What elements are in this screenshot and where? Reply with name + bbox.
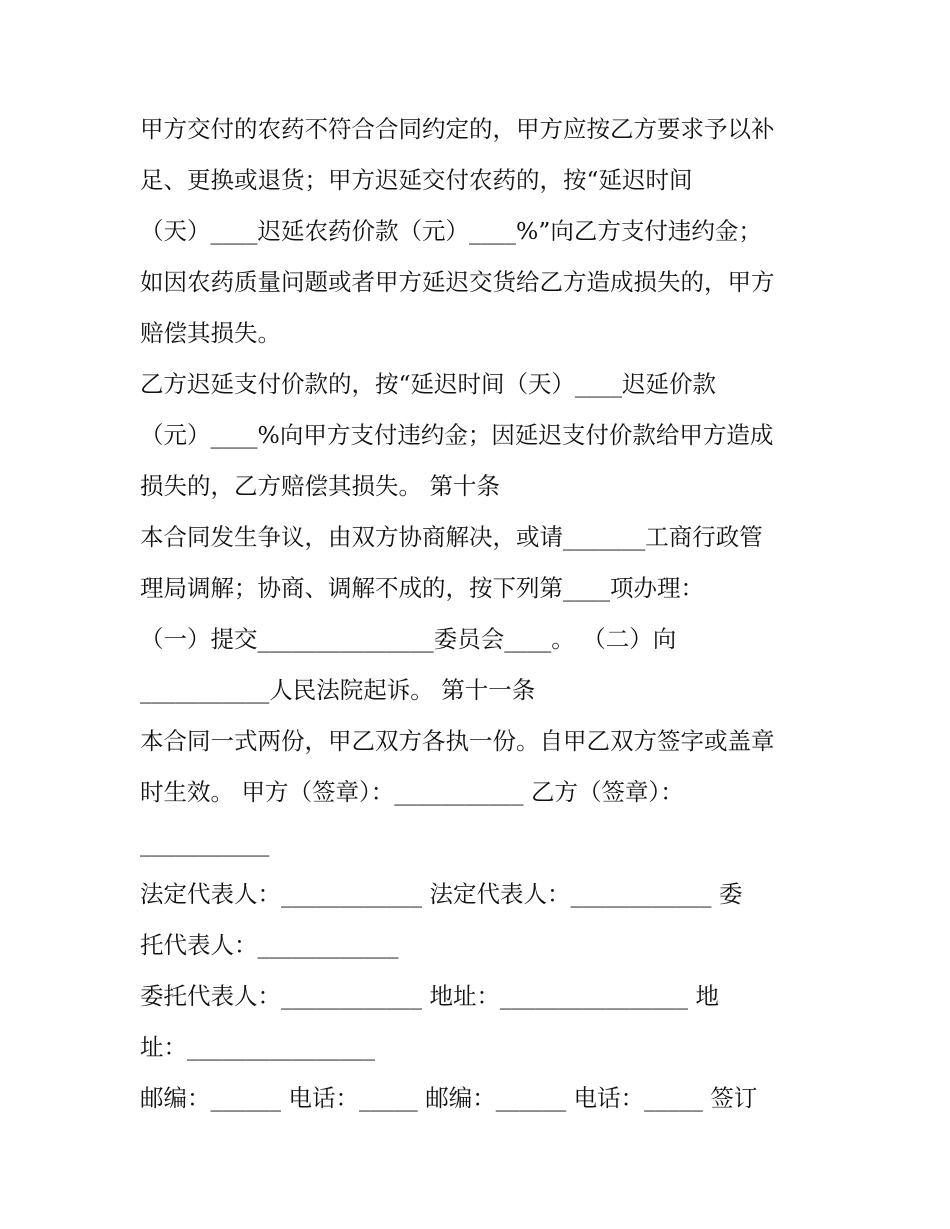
text-line: 邮编：______ 电话：_____ 邮编：______ 电话：_____ 签订 (140, 1084, 758, 1112)
text-line: ___________ (140, 829, 270, 857)
text-line: 足、更换或退货；甲方迟延交付农药的，按“延迟时间 (140, 166, 693, 194)
text-line: 时生效。 甲方（签章）：___________ 乙方（签章）： (140, 778, 684, 806)
text-line: 委托代表人：____________ 地址：________________ 地 (140, 982, 719, 1010)
text-line: 赔偿其损失。 (140, 319, 281, 347)
text-line: 法定代表人：____________ 法定代表人：____________ 委 (140, 880, 743, 908)
text-line: （一）提交_______________委员会____。 （二）向 (140, 625, 677, 653)
text-line: 甲方交付的农药不符合合同约定的，甲方应按乙方要求予以补 (140, 115, 775, 143)
text-line: 托代表人：____________ (140, 931, 399, 959)
document-body (140, 104, 820, 1124)
text-line: 址：________________ (140, 1033, 375, 1061)
text-line: 损失的，乙方赔偿其损失。 第十条 (140, 472, 500, 500)
text-line: 理局调解；协商、调解不成的，按下列第____项办理： (140, 574, 704, 602)
text-line: 如因农药质量问题或者甲方延迟交货给乙方造成损失的，甲方 (140, 268, 775, 296)
text-line: （天）____迟延农药价款（元）____%”向乙方支付违约金； (140, 217, 762, 245)
text-line: （元）____%向甲方支付违约金；因延迟支付价款给甲方造成 (140, 421, 774, 449)
text-line: 本合同一式两份，甲乙双方各执一份。自甲乙双方签字或盖章 (140, 727, 775, 755)
text-line: 本合同发生争议，由双方协商解决，或请_______工商行政管 (140, 523, 763, 551)
text-line: ___________人民法院起诉。 第十一条 (140, 676, 536, 704)
text-line: 乙方迟延支付价款的，按“延迟时间（天）____迟延价款 (140, 370, 717, 398)
